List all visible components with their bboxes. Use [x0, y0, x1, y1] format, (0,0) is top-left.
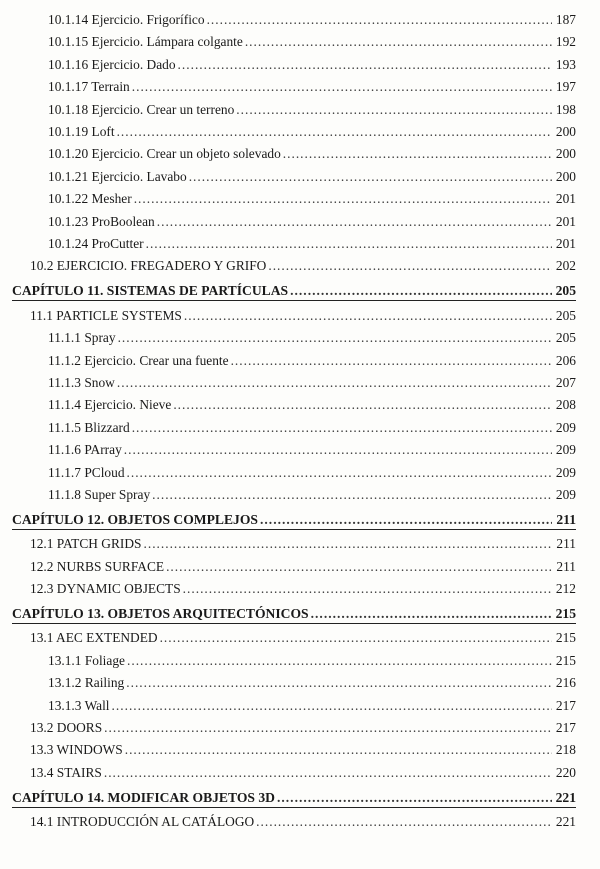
toc-entry	[48, 373, 576, 393]
dot-leader	[173, 395, 552, 415]
toc-entry	[48, 122, 576, 142]
toc-chapter-entry	[12, 604, 576, 624]
dot-leader	[183, 579, 552, 599]
dot-leader	[112, 696, 552, 716]
dot-leader	[132, 418, 552, 438]
dot-leader	[125, 740, 552, 760]
toc-entry-title: 13.2 DOORS	[30, 719, 103, 735]
toc-entry-title: 14.1 INTRODUCCIÓN AL CATÁLOGO	[30, 814, 255, 829]
toc-entry-title: 13.1.2 Railing	[48, 675, 125, 691]
toc-entry-title: 10.1.23 ProBoolean	[48, 213, 155, 229]
toc-entry	[48, 77, 576, 97]
chapter-divider	[12, 300, 576, 301]
toc-entry-title: 10.1.20 Ejercicio. Crear un objeto solevado	[48, 146, 281, 162]
toc-page-number: 216	[555, 675, 576, 691]
toc-page-number: 218	[555, 742, 576, 758]
dot-leader	[311, 604, 552, 624]
chapter-divider	[12, 807, 576, 808]
dot-leader	[166, 557, 552, 577]
chapter-divider	[12, 529, 576, 530]
toc-entry	[48, 651, 576, 671]
dot-leader	[231, 351, 552, 371]
toc-entry-title: 11.1.2 Ejercicio. Crear una fuente	[48, 352, 229, 368]
toc-page-number: 200	[555, 146, 576, 162]
dot-leader	[144, 534, 553, 554]
dot-leader	[104, 763, 552, 783]
toc-entry	[48, 100, 576, 120]
toc-entry-title: 10.1.19 Loft	[48, 124, 115, 139]
dot-leader	[157, 212, 552, 232]
toc-entry	[30, 557, 576, 577]
toc-entry-title: 11.1.5 Blizzard	[48, 419, 130, 435]
dot-leader	[178, 55, 552, 75]
toc-entry	[30, 306, 576, 326]
toc-entry-title: CAPÍTULO 13. OBJETOS ARQUITECTÓNICOS	[12, 605, 309, 621]
toc-entry	[48, 440, 576, 460]
toc-entry-title: 11.1 PARTICLE SYSTEMS	[30, 307, 182, 323]
dot-leader	[245, 32, 552, 52]
toc-page-number: 220	[555, 764, 576, 780]
toc-page-number: 200	[555, 168, 576, 184]
toc-page-number: 209	[555, 419, 576, 435]
toc-entry-title: 12.3 DYNAMIC OBJECTS	[30, 581, 181, 596]
toc-entry	[30, 579, 576, 599]
dot-leader	[127, 651, 552, 671]
toc-page-number: 202	[555, 258, 576, 274]
toc-entry-title: CAPÍTULO 11. SISTEMAS DE PARTÍCULAS	[12, 283, 289, 299]
toc-entry	[48, 485, 576, 505]
toc-entry	[30, 256, 576, 276]
toc-entry	[48, 10, 576, 30]
toc-chapter-entry	[12, 788, 576, 808]
toc-page-number: 209	[555, 442, 576, 458]
dot-leader	[124, 440, 552, 460]
toc-entry-title: 10.1.21 Ejercicio. Lavabo	[48, 168, 187, 184]
toc-page-number: 211	[556, 558, 576, 574]
toc-entry	[48, 167, 576, 187]
toc-entry-title: 13.1 AEC EXTENDED	[30, 630, 158, 646]
dot-leader	[160, 628, 552, 648]
toc-page-number: 201	[555, 213, 576, 229]
dot-leader	[117, 373, 552, 393]
toc-entry	[48, 696, 576, 716]
toc-entry-title: 11.1.7 PCloud	[48, 464, 125, 480]
toc-page-number: 215	[555, 630, 576, 646]
dot-leader	[117, 122, 552, 142]
toc-page-number: 215	[555, 652, 576, 668]
chapter-divider	[12, 623, 576, 624]
toc-entry-title: 10.1.17 Terrain	[48, 79, 130, 95]
toc-page-number: 197	[555, 79, 576, 95]
toc-page-number: 209	[555, 486, 576, 502]
toc-entry-title: CAPÍTULO 12. OBJETOS COMPLEJOS	[12, 511, 258, 527]
toc-entry	[30, 628, 576, 648]
toc-entry-title: 10.2 EJERCICIO. FREGADERO Y GRIFO	[30, 258, 267, 274]
dot-leader	[268, 256, 552, 276]
toc-entry-title: 12.2 NURBS SURFACE	[30, 558, 165, 574]
toc-page-number: 201	[555, 191, 576, 207]
dot-leader	[236, 100, 552, 120]
toc-page-number: 217	[555, 697, 576, 713]
dot-leader	[260, 510, 552, 530]
dot-leader	[127, 463, 552, 483]
toc-entry	[30, 763, 576, 783]
toc-page-number: 215	[555, 605, 576, 621]
toc-page-number: 211	[556, 536, 576, 552]
toc-entry-title: 13.1.3 Wall	[48, 697, 110, 713]
toc-entry-title: 11.1.4 Ejercicio. Nieve	[48, 397, 172, 413]
toc-entry	[48, 189, 576, 209]
toc-page-number: 211	[556, 511, 576, 527]
toc-entry	[48, 328, 576, 348]
dot-leader	[290, 281, 552, 301]
toc-page-number: 200	[555, 124, 576, 139]
toc-entry	[48, 144, 576, 164]
toc-entry-title: 11.1.6 PArray	[48, 442, 122, 458]
toc-entry-title: 10.1.16 Ejercicio. Dado	[48, 56, 176, 72]
toc-page-number: 192	[555, 34, 576, 50]
toc-entry	[48, 395, 576, 415]
toc-page-number: 205	[555, 283, 576, 299]
toc-entry	[48, 673, 576, 693]
toc-page-number: 201	[555, 236, 576, 251]
dot-leader	[104, 718, 552, 738]
toc-entry-title: 10.1.18 Ejercicio. Crear un terreno	[48, 101, 235, 117]
toc-page-number: 207	[555, 374, 576, 390]
toc-entry	[48, 418, 576, 438]
toc-page-number: 212	[555, 581, 576, 596]
dot-leader	[277, 788, 552, 808]
toc-entry	[30, 812, 576, 832]
toc-entry-title: 13.1.1 Foliage	[48, 652, 125, 668]
toc-page-number: 221	[555, 789, 576, 805]
dot-leader	[118, 328, 552, 348]
toc-entry	[48, 32, 576, 52]
toc-page-number: 193	[555, 56, 576, 72]
toc-entry-title: 11.1.8 Super Spray	[48, 486, 151, 502]
toc-page-number: 205	[555, 307, 576, 323]
dot-leader	[146, 234, 552, 254]
dot-leader	[189, 167, 552, 187]
toc-entry-title: 10.1.14 Ejercicio. Frigorífico	[48, 12, 205, 27]
dot-leader	[152, 485, 552, 505]
dot-leader	[132, 77, 552, 97]
toc-entry	[48, 351, 576, 371]
dot-leader	[207, 10, 552, 30]
toc-entry-title: 12.1 PATCH GRIDS	[30, 536, 142, 552]
toc-entry-title: 13.4 STAIRS	[30, 764, 102, 780]
toc-page-number: 206	[555, 352, 576, 368]
toc-page-number: 221	[555, 814, 576, 829]
toc-entry	[48, 234, 576, 254]
dot-leader	[134, 189, 552, 209]
toc-entry-title: 13.3 WINDOWS	[30, 742, 123, 758]
toc-entry-title: 11.1.3 Snow	[48, 374, 115, 390]
toc-entry	[30, 534, 576, 554]
toc-entry-title: CAPÍTULO 14. MODIFICAR OBJETOS 3D	[12, 789, 275, 805]
dot-leader	[184, 306, 552, 326]
toc-page-number: 187	[555, 12, 576, 27]
dot-leader	[256, 812, 552, 832]
toc-entry	[30, 740, 576, 760]
toc-entry-title: 10.1.15 Ejercicio. Lámpara colgante	[48, 34, 243, 50]
toc-entry-title: 10.1.24 ProCutter	[48, 236, 144, 251]
toc-entry-title: 11.1.1 Spray	[48, 330, 116, 346]
toc-page-number: 217	[555, 719, 576, 735]
toc-chapter-entry	[12, 281, 576, 301]
dot-leader	[126, 673, 552, 693]
toc-entry	[48, 212, 576, 232]
toc-page-number: 205	[555, 330, 576, 346]
toc-page-number: 208	[555, 397, 576, 413]
toc-entry	[30, 718, 576, 738]
toc-page-number: 198	[555, 101, 576, 117]
dot-leader	[283, 144, 552, 164]
toc-entry	[48, 463, 576, 483]
toc-chapter-entry	[12, 510, 576, 530]
toc-entry-title: 10.1.22 Mesher	[48, 191, 132, 207]
toc-entry	[48, 55, 576, 75]
toc-page-number: 209	[555, 464, 576, 480]
